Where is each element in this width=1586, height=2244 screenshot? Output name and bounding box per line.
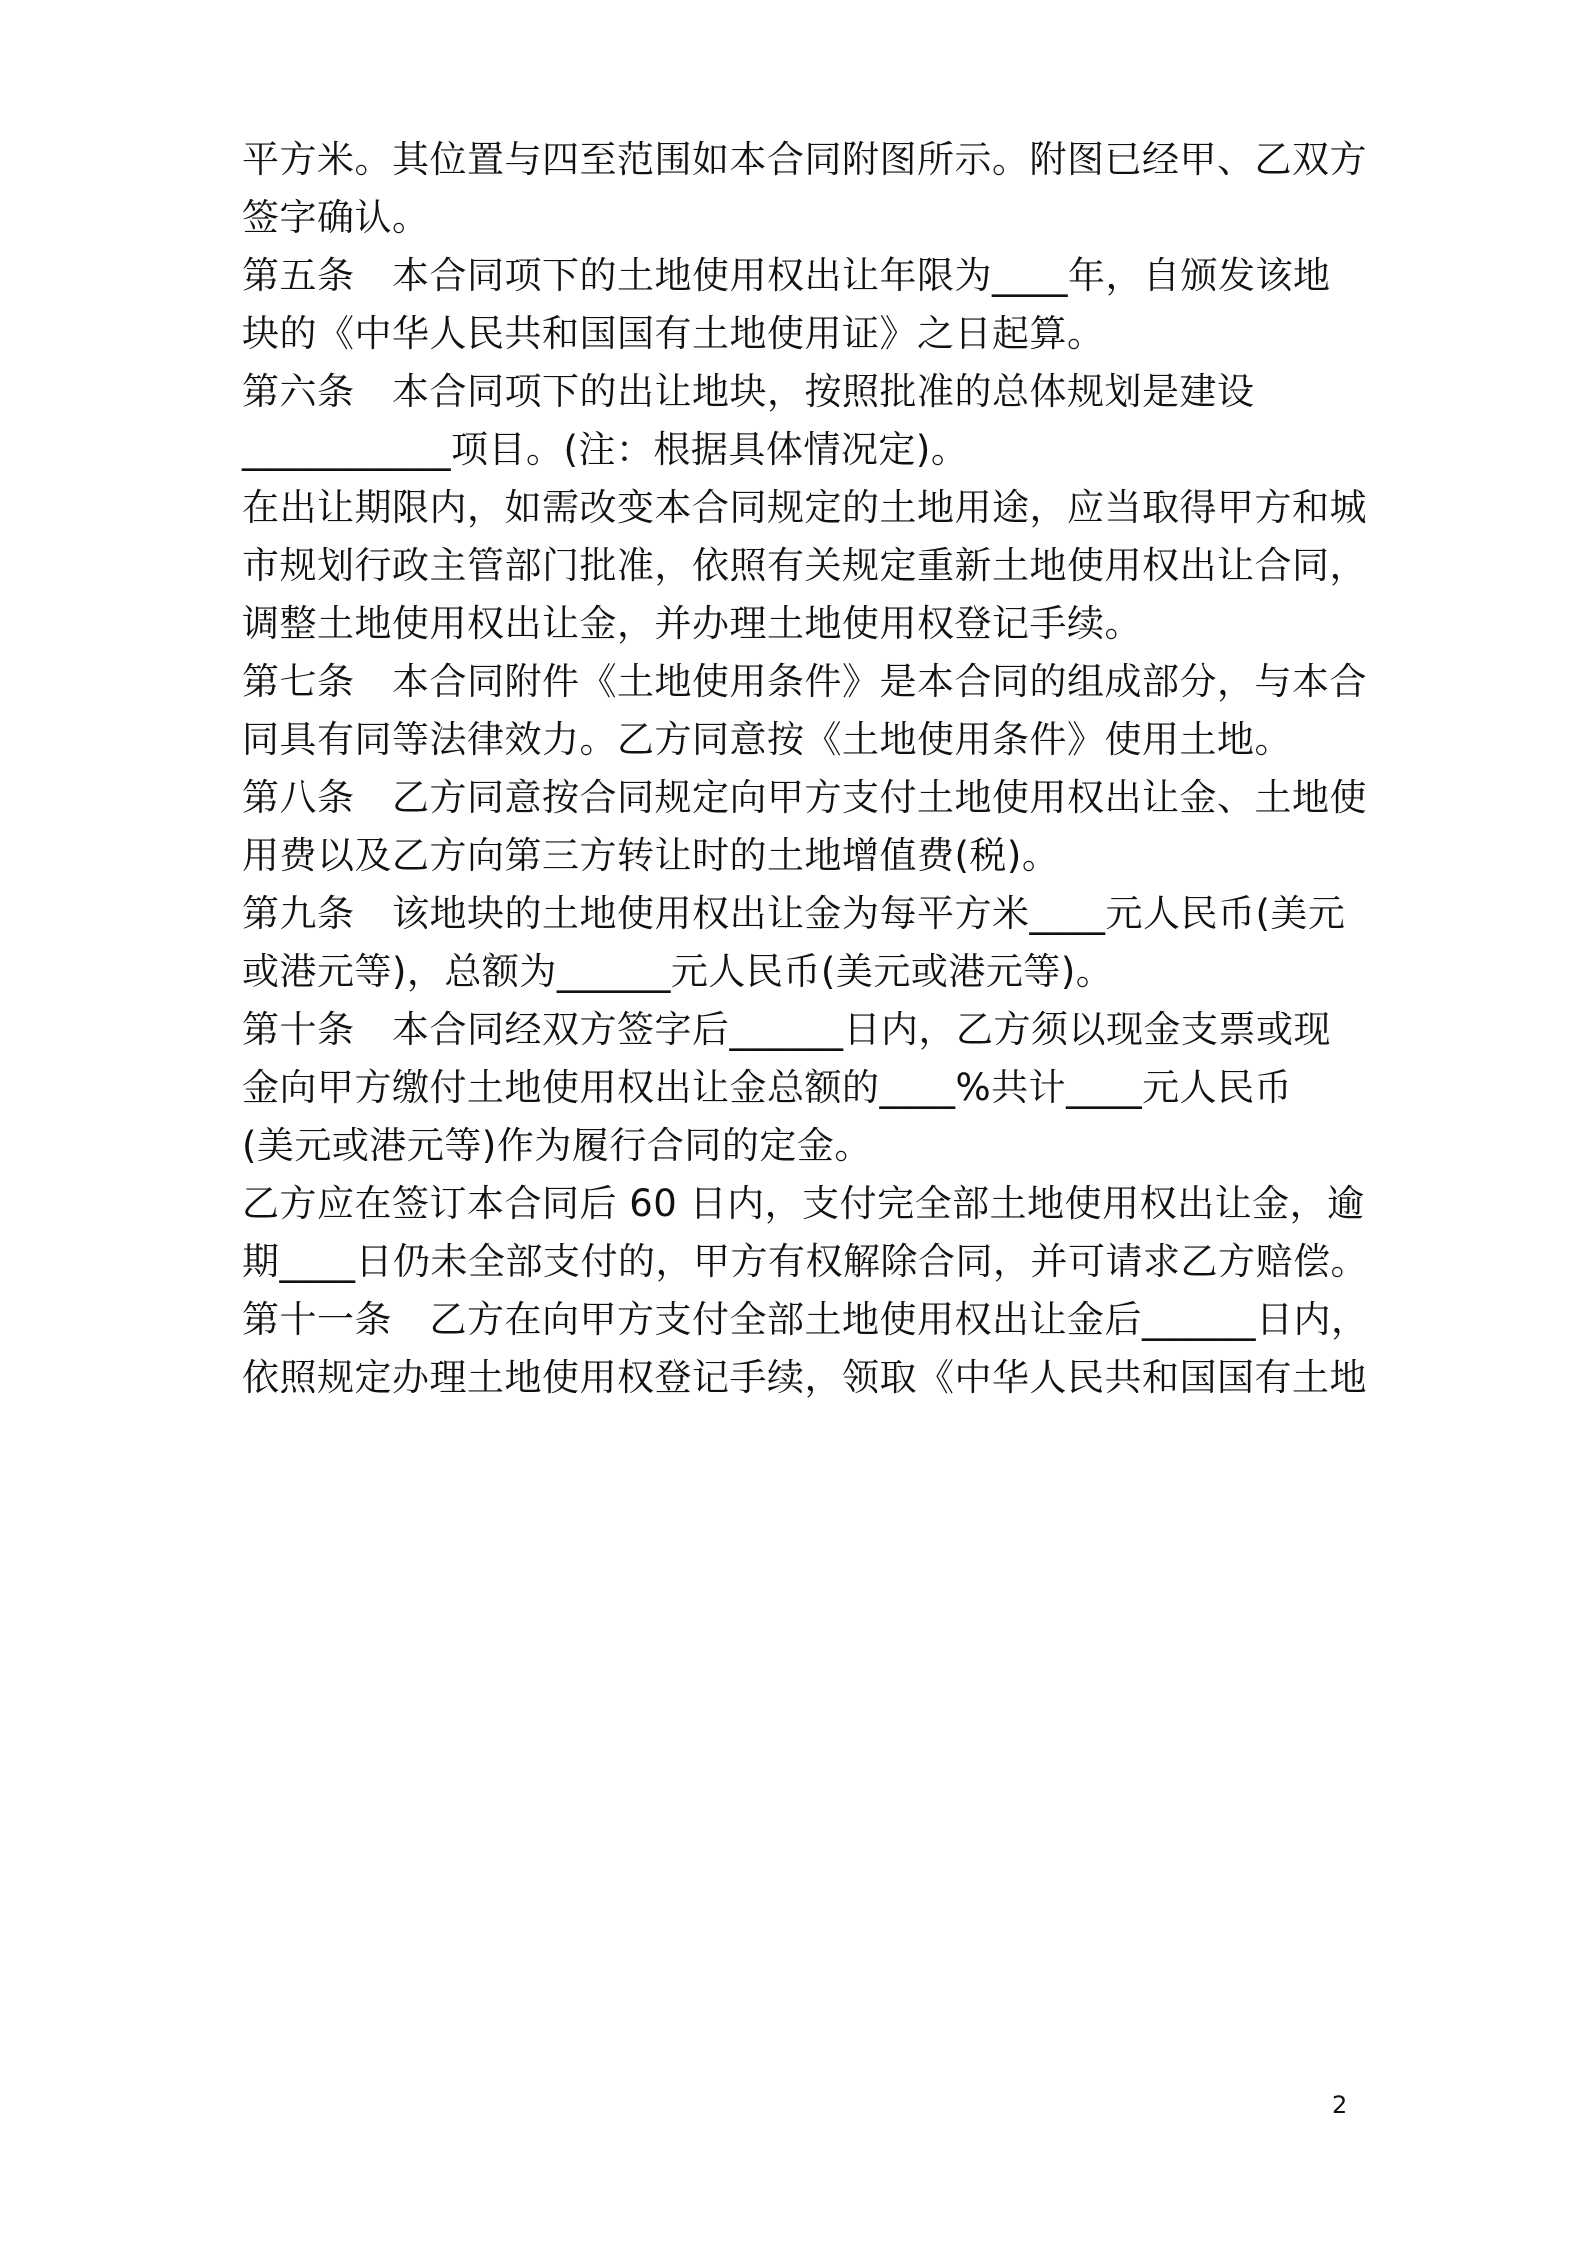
text-line: 市规划行政主管部门批准，依照有关规定重新土地使用权出让合同， [242, 544, 1367, 587]
text-line: 在出让期限内，如需改变本合同规定的土地用途，应当取得甲方和城 [242, 486, 1367, 529]
article-7-line: 第七条 本合同附件《土地使用条件》是本合同的组成部分，与本合 [242, 660, 1367, 703]
article-9-line: 第九条 该地块的土地使用权出让金为每平方米____元人民币(美元 [242, 892, 1346, 935]
text-line: 或港元等)，总额为______元人民币(美元或港元等)。 [242, 950, 1114, 993]
text-line: 用费以及乙方向第三方转让时的土地增值费(税)。 [242, 834, 1060, 877]
page-number: 2 [1332, 2091, 1348, 2119]
article-8-line: 第八条 乙方同意按合同规定向甲方支付土地使用权出让金、土地使 [242, 776, 1367, 819]
text-line: 块的《中华人民共和国国有土地使用证》之日起算。 [242, 312, 1105, 355]
text-line: 调整土地使用权出让金，并办理土地使用权登记手续。 [242, 602, 1142, 645]
article-10-line: 第十条 本合同经双方签字后______日内，乙方须以现金支票或现 [242, 1008, 1331, 1051]
text-line: 依照规定办理土地使用权登记手续，领取《中华人民共和国国有土地 [242, 1356, 1367, 1399]
article-5-line: 第五条 本合同项下的土地使用权出让年限为____年，自颁发该地 [242, 254, 1331, 297]
text-line: (美元或港元等)作为履行合同的定金。 [242, 1124, 872, 1167]
text-line: 期____日仍未全部支付的，甲方有权解除合同，并可请求乙方赔偿。 [242, 1240, 1368, 1283]
text-line: 同具有同等法律效力。乙方同意按《土地使用条件》使用土地。 [242, 718, 1292, 761]
article-6-line: 第六条 本合同项下的出让地块，按照批准的总体规划是建设 [242, 370, 1255, 413]
text-line: ___________项目。(注：根据具体情况定)。 [242, 428, 969, 471]
text-line: 金向甲方缴付土地使用权出让金总额的____%共计____元人民币 [242, 1066, 1293, 1109]
text-line: 平方米。其位置与四至范围如本合同附图所示。附图已经甲、乙双方 [242, 138, 1367, 181]
article-11-line: 第十一条 乙方在向甲方支付全部土地使用权出让金后______日内， [242, 1298, 1369, 1341]
text-line: 乙方应在签订本合同后 60 日内，支付完全部土地使用权出让金，逾 [242, 1182, 1365, 1225]
text-line: 签字确认。 [242, 196, 430, 239]
